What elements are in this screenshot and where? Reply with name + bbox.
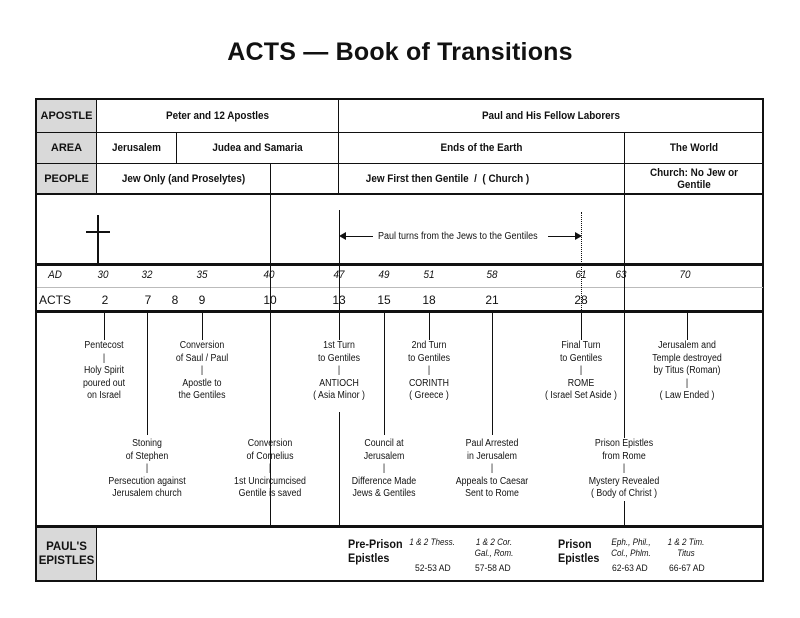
chapter-7: 7: [144, 293, 152, 307]
area-judea-samaria: Judea and Samaria: [212, 142, 303, 154]
connector-council: [384, 313, 385, 435]
event-stoning-stephen: Stoning of Stephen | Persecution against Jerusalem church: [108, 438, 186, 500]
event-second-turn-corinth: 2nd Turn to Gentiles | CORINTH ( Greece ): [407, 340, 451, 402]
connector-pentecost: [104, 313, 105, 340]
year-61: 61: [575, 269, 587, 281]
event-paul-arrested: Paul Arrested in Jerusalem | Appeals to Caesar Sent to Rome: [455, 438, 529, 500]
area-ends-of-earth: Ends of the Earth: [440, 142, 523, 154]
label-column-divider: [96, 528, 97, 580]
connector-corinth: [429, 313, 430, 340]
row-label-epistles: PAUL'S EPISTLES: [38, 541, 95, 567]
row-divider-thick: [37, 193, 763, 195]
area-jerusalem: Jerusalem: [112, 142, 161, 154]
epistle-group-thess: 1 & 2 Thess.: [409, 537, 455, 547]
epistle-group-tim: 1 & 2 Tim. Titus: [667, 537, 705, 558]
year-30: 30: [97, 269, 109, 281]
year-47: 47: [333, 269, 345, 281]
apostle-peter: Peter and 12 Apostles: [165, 110, 270, 122]
year-32: 32: [141, 269, 153, 281]
arrow-left-icon: [339, 232, 346, 240]
row-label-people: PEOPLE: [44, 172, 89, 185]
chapter-15: 15: [377, 293, 391, 307]
area-divider: [176, 133, 177, 163]
acts-label: ACTS: [38, 293, 72, 307]
epistle-group-eph: Eph., Phil., Col., Phlm.: [611, 537, 651, 558]
pre-prison-label: Pre-Prison Epistles: [348, 537, 403, 565]
timeline-top-line: [37, 263, 763, 266]
connector-saul: [202, 313, 203, 340]
epistle-group-cor: 1 & 2 Cor. Gal., Rom.: [474, 537, 514, 558]
connector-stephen: [147, 313, 148, 435]
area-divider: [624, 133, 625, 194]
event-council-jerusalem: Council at Jerusalem | Difference Made Jews & Gentiles: [351, 438, 417, 500]
year-70: 70: [679, 269, 691, 281]
epistle-date-eph: 62-63 AD: [611, 563, 648, 574]
epistle-date-tim: 66-67 AD: [668, 563, 705, 574]
page-title: ACTS — Book of Transitions: [227, 38, 573, 66]
event-conversion-cornelius: Conversion of Cornelius | 1st Uncircumcised Gentile is saved: [234, 438, 306, 500]
year-51: 51: [423, 269, 435, 281]
timeline-bottom-line: [37, 310, 763, 313]
connector-antioch-lower: [339, 412, 340, 525]
ad-label: AD: [48, 269, 62, 281]
chapter-18: 18: [422, 293, 436, 307]
chapter-9: 9: [198, 293, 206, 307]
prison-label: Prison Epistles: [558, 537, 600, 565]
chapter-21: 21: [485, 293, 499, 307]
row-label-area: AREA: [50, 142, 83, 154]
epistle-date-cor: 57-58 AD: [474, 563, 511, 574]
event-pentecost: Pentecost | Holy Spirit poured out on Israel: [82, 340, 126, 402]
arrow-note: Paul turns from the Jews to the Gentiles: [378, 231, 538, 242]
connector-arrested: [492, 313, 493, 435]
connector-cornelius: [270, 313, 271, 435]
cross-icon-bar: [86, 231, 110, 233]
people-divider: [270, 164, 271, 194]
event-jerusalem-destroyed: Jerusalem and Temple destroyed by Titus (Roman) | ( Law Ended ): [652, 340, 722, 402]
people-jew-first: Jew First then Gentile / ( Church ): [365, 172, 530, 185]
chapter-10: 10: [263, 293, 277, 307]
connector-jerusalem-destroyed: [687, 313, 688, 340]
area-the-world: The World: [669, 142, 719, 154]
event-final-turn-rome: Final Turn to Gentiles | ROME ( Israel Set Aside ): [545, 340, 617, 402]
event-conversion-saul: Conversion of Saul / Paul | Apostle to the Gentiles: [175, 340, 229, 402]
year-49: 49: [378, 269, 390, 281]
connector-rome: [581, 313, 582, 340]
event-first-turn-antioch: 1st Turn to Gentiles | ANTIOCH ( Asia Minor ): [313, 340, 365, 402]
epistles-top-line: [37, 525, 763, 528]
year-63: 63: [615, 269, 627, 281]
arrow-right-shaft: [548, 236, 576, 237]
chapter-8: 8: [171, 293, 179, 307]
cross-icon: [97, 215, 99, 265]
year-40: 40: [263, 269, 275, 281]
chapter-13: 13: [332, 293, 346, 307]
event-prison-epistles: Prison Epistles from Rome | Mystery Revealed ( Body of Christ ): [588, 438, 660, 500]
connector-prison-epistles: [624, 313, 625, 435]
arrow-left-shaft: [343, 236, 373, 237]
row-label-apostle: APOSTLE: [40, 110, 93, 122]
chapter-28: 28: [574, 293, 588, 307]
apostle-paul: Paul and His Fellow Laborers: [481, 110, 621, 122]
timeline-mid-line: [37, 287, 763, 288]
chapter-2: 2: [101, 293, 109, 307]
people-jew-only: Jew Only (and Proselytes): [121, 172, 246, 185]
year-58: 58: [486, 269, 498, 281]
connector-antioch: [339, 313, 340, 340]
epistle-date-thess: 52-53 AD: [414, 563, 451, 574]
label-column-divider: [96, 100, 97, 194]
people-church: Church: No Jew or Gentile: [649, 166, 739, 191]
year-35: 35: [196, 269, 208, 281]
